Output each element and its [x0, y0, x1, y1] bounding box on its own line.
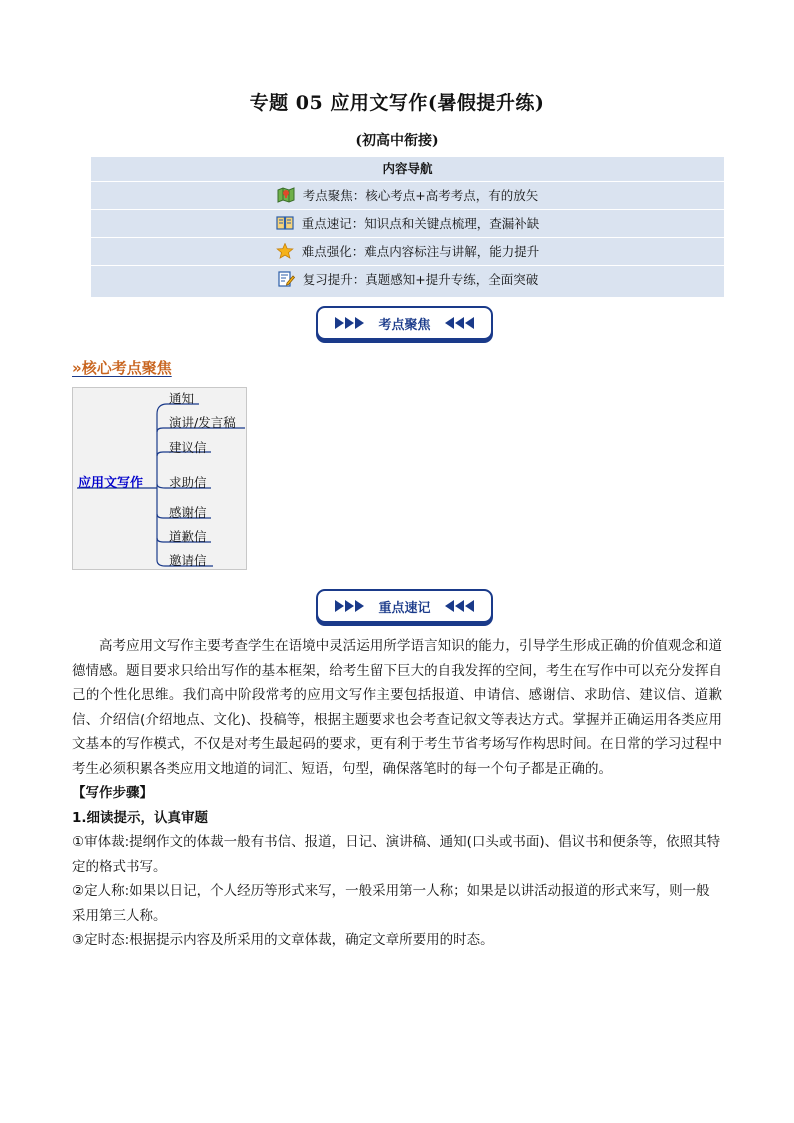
intro-paragraph: 高考应用文写作主要考查学生在语境中灵活运用所学语言知识的能力，引导学生形成正确的价值观念和道德情感。题目要求只给出写作的基本框架，给考生留下巨大的自我发挥的空间，考生在写作中可以充分发挥自己的个性化思维。我们高中阶段常考的应用文写作主要包括报道、申请信、感谢信、求助信、建议信、道歉信、介绍信(介绍地点、文化)、投稿等，根据主题要求也会考查记叙文等表达方式。掌握并正确运用各类应用文基本的写作模式，不仅是对考生最起码的要求，更有利于考生节省考场写作构思时间。在日常的学习过程中考生必须积累各类应用文地道的词汇、短语，句型，确保落笔时的每一个句子都是正确的。 [72, 638, 722, 777]
book-icon [276, 213, 294, 229]
nav-item-focus [91, 182, 724, 210]
mindmap-root: 应用文写作 [78, 476, 144, 491]
page-subtitle: (初高中衔接) [355, 133, 439, 149]
steps-heading: 【写作步骤】 [72, 785, 153, 801]
mindmap-leaf: 通知 [169, 391, 195, 406]
right-arrows-icon [335, 317, 364, 329]
nav-item-text: 重点速记：知识点和关键点梳理，查漏补缺 [301, 216, 540, 231]
mindmap-leaf: 邀请信 [169, 553, 207, 568]
step1-heading: 1.细读提示，认真审题 [72, 809, 209, 826]
mindmap-leaf: 感谢信 [169, 505, 207, 520]
edit-icon [277, 269, 295, 285]
step1-tense: ③定时态:根据提示内容及所采用的文章体裁，确定文章所要用的时态。 [72, 932, 494, 948]
mindmap-leaf: 建议信 [169, 440, 207, 455]
nav-item-review [91, 266, 724, 293]
nav-item-text: 复习提升：真题感知+提升专练，全面突破 [302, 272, 539, 287]
page-title: 专题 05 应用文写作(暑假提升练) [249, 92, 545, 114]
step1-genre: ①审体裁:提纲作文的体裁一般有书信、报道，日记、演讲稿、通知(口头或书面)、倡议书和便条等，依照其特定的格式书写。 [72, 834, 721, 875]
left-arrows-icon [445, 317, 474, 329]
banner-label: 考点聚焦 [378, 317, 431, 333]
star-icon [276, 241, 294, 257]
mindmap [72, 387, 247, 570]
step1-person: ②定人称:如果以日记，个人经历等形式来写，一般采用第一人称；如果是以讲活动报道的形式来写，则一般采用第三人称。 [72, 883, 710, 924]
right-arrows-icon [335, 600, 364, 612]
banner-label: 重点速记 [378, 600, 431, 616]
map-icon [277, 185, 295, 201]
nav-item-difficulty [91, 238, 724, 266]
nav-item-text: 考点聚焦：核心考点+高考考点，有的放矢 [302, 188, 539, 203]
section-banner-notes [316, 589, 493, 623]
section-banner-focus [316, 306, 493, 340]
nav-item-notes [91, 210, 724, 238]
left-arrows-icon [445, 600, 474, 612]
content-navigation [91, 157, 724, 297]
core-points-heading: »核心考点聚焦 [72, 359, 172, 377]
nav-heading: 内容导航 [91, 157, 724, 182]
mindmap-leaf: 演讲/发言稿 [169, 415, 236, 430]
mindmap-leaf: 求助信 [169, 475, 207, 490]
notes-body [72, 634, 722, 953]
mindmap-leaf: 道歉信 [169, 529, 207, 544]
nav-item-text: 难点强化：难点内容标注与讲解，能力提升 [301, 244, 540, 259]
